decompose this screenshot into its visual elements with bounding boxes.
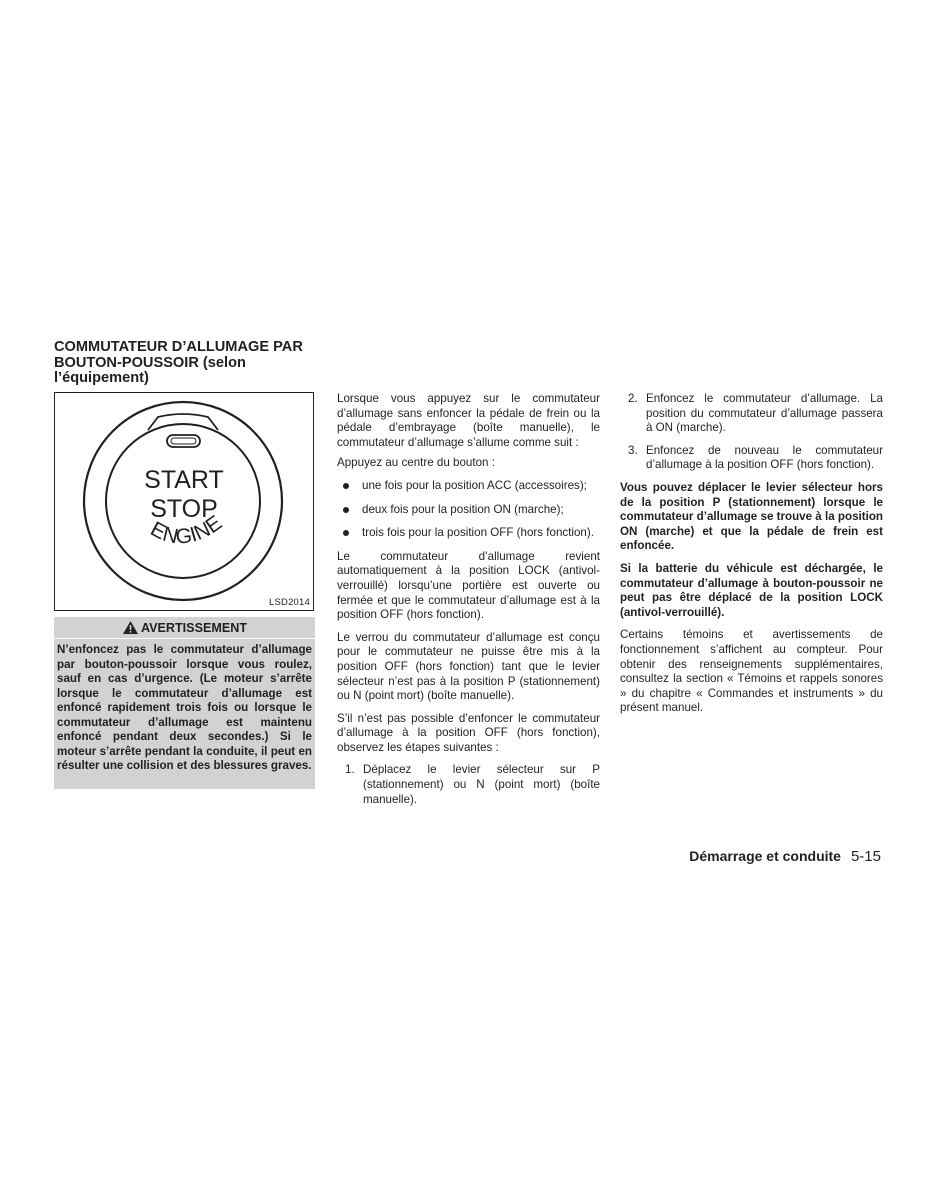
column-2 (337, 392, 600, 807)
warning-box (54, 617, 315, 789)
column-3 (620, 392, 883, 716)
figure-code: LSD2014 (268, 597, 310, 608)
warning-triangle-icon (122, 620, 139, 635)
list-item: trois fois pour la position OFF (hors fonction). (337, 526, 600, 541)
intro-paragraph: Lorsque vous appuyez sur le commutateur d’allumage sans enfoncer la pédale de frein ou la pédale d’embrayage (boîte manuelle), le commutateur d’allumage s’allume comme suit : (337, 392, 600, 449)
list-item: 1. Déplacez le levier sélecteur sur P (stationnement) ou N (point mort) (boîte manuelle). (345, 763, 600, 806)
button-text-engine: ENGINE (146, 511, 227, 549)
list-item: une fois pour la position ACC (accessoires); (337, 479, 600, 494)
list-item: deux fois pour la position ON (marche); (337, 503, 600, 518)
start-stop-engine-button-icon (55, 393, 313, 610)
warning-text: N’enfoncez pas le commutateur d’allumage par bouton-poussoir lorsque vous roulez, sauf en cas d’urgence. (Le moteur s’arrête lorsque le commutateur d’allumage est enfoncé rapidement trois fois ou lorsque le commutateur d’allumage est maintenu enfoncé pendant deux secondes.) Si le moteur s’arrête pendant la conduite, il peut en résulter une collision et des blessures graves. (57, 643, 312, 772)
battery-note: Si la batterie du véhicule est déchargée, le commutateur d’allumage à bouton-poussoir ne peut pas être déplacé de la position LOCK (antivol-verrouillé). (620, 561, 883, 619)
warning-title: AVERTISSEMENT (140, 620, 248, 635)
impossible-paragraph: S’il n’est pas possible d’enfoncer le commutateur d’allumage à la position OFF (hors fonction), observez les étapes suivantes : (337, 711, 600, 754)
page-number: 5-15 (850, 848, 881, 865)
lock-paragraph: Le commutateur d’allumage revient automatiquement à la position LOCK (antivol-verrouillé) lorsqu’une portière est ouverte ou fermée et que le commutateur d’allumage est à la position OFF (hors fonction). (337, 549, 600, 622)
warning-header (54, 617, 315, 639)
steps-list (337, 763, 600, 807)
shift-note: Vous pouvez déplacer le levier sélecteur hors de la position P (stationnement) lorsque le commutateur d’allumage se trouve à la position ON (marche) et que la pédale de frein est enfoncée. (620, 480, 883, 553)
verrou-paragraph: Le verrou du commutateur d’allumage est conçu pour le commutateur ne puisse être mis à la position OFF (hors fonction) tant que le levier sélecteur n’est pas à la position P (stationnement) ou N (point mort) (boîte manuelle). (337, 630, 600, 703)
press-center-text: Appuyez au centre du bouton : (337, 456, 495, 470)
list-item: 3. Enfoncez de nouveau le commutateur d’allumage à la position OFF (hors fonction). (628, 443, 883, 472)
start-stop-figure (54, 392, 314, 611)
steps-list-continued (620, 392, 883, 473)
chapter-title: Démarrage et conduite (689, 848, 841, 864)
button-text-stop: STOP (150, 495, 218, 523)
button-text-start: START (144, 466, 224, 494)
list-item: 2. Enfoncez le commutateur d’allumage. La position du commutateur d’allumage passera à ON (marche). (628, 392, 883, 435)
indicators-paragraph: Certains témoins et avertissements de fonctionnement s’affichent au compteur. Pour obtenir des renseignements supplémentaires, consultez la section « Témoins et rappels sonores » du chapitre « Commandes et instruments » du présent manuel. (620, 628, 883, 715)
press-bullet-list (337, 479, 600, 541)
section-title: COMMUTATEUR D’ALLUMAGE PAR BOUTON-POUSSOIR (selon l’équipement) (54, 339, 303, 386)
page-footer (689, 848, 881, 865)
